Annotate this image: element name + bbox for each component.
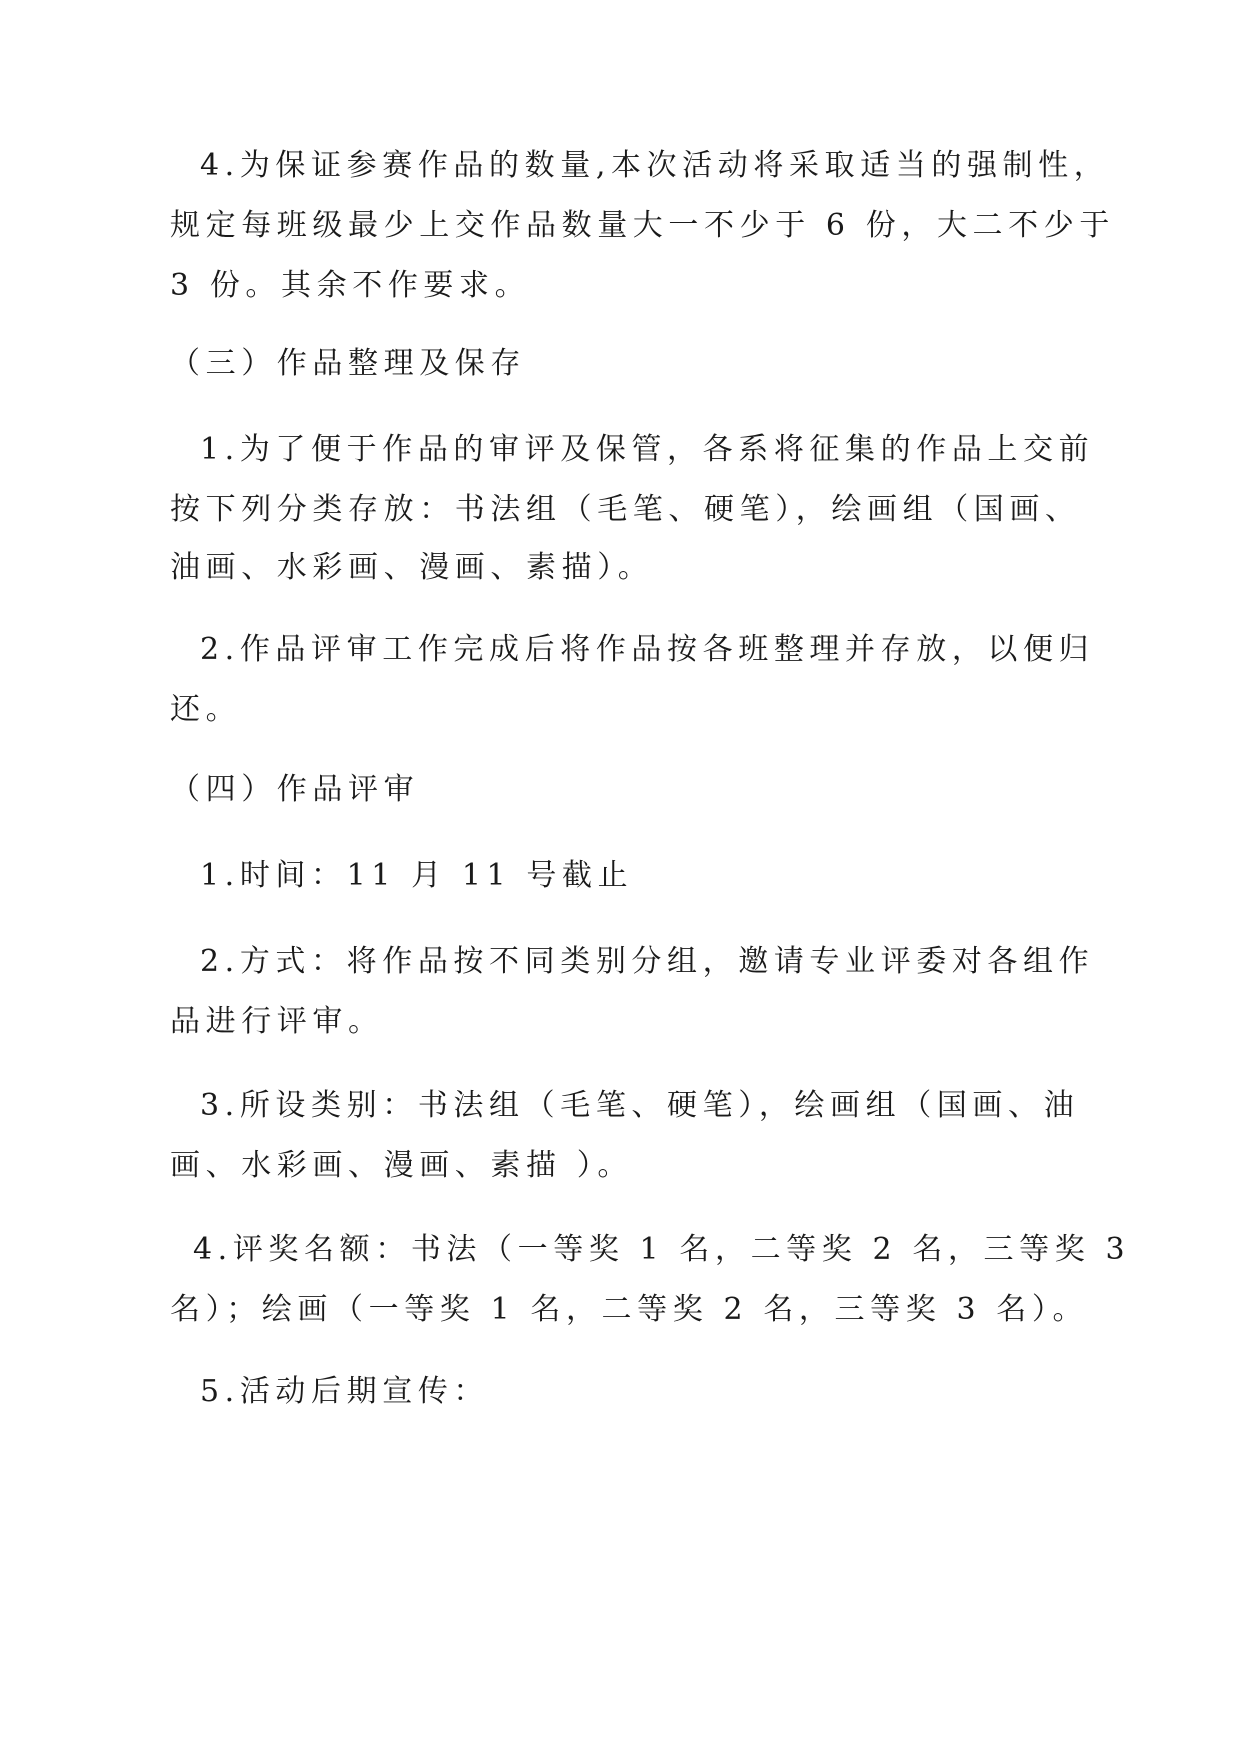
section-3-heading: （三）作品整理及保存 [170, 346, 526, 381]
section-4-item-1: 1.时间：11 月 11 号截止 [200, 858, 634, 893]
section-4-item-3-line-2: 画、水彩画、漫画、素描 ）。 [170, 1148, 633, 1183]
section-4-item-2-line-2: 品进行评审。 [170, 1004, 384, 1039]
section-4-item-5: 5.活动后期宣传： [200, 1374, 490, 1409]
section-4-item-4-line-1: 4.评奖名额：书法（一等奖 1 名，二等奖 2 名，三等奖 3 [193, 1232, 1131, 1267]
section-3-item-2-line-1: 2.作品评审工作完成后将作品按各班整理并存放，以便归 [200, 632, 1095, 667]
section-4-item-3-line-1: 3.所设类别：书法组（毛笔、硬笔），绘画组（国画、油 [200, 1088, 1080, 1123]
paragraph-4-line-3: 3 份。其余不作要求。 [170, 268, 531, 303]
section-3-item-1-line-2: 按下列分类存放：书法组（毛笔、硬笔），绘画组（国画、 [170, 492, 1081, 527]
section-4-item-4-line-2: 名）；绘画（一等奖 1 名，二等奖 2 名，三等奖 3 名）。 [170, 1292, 1089, 1327]
section-3-item-2-line-2: 还。 [170, 692, 242, 727]
section-4-heading: （四）作品评审 [170, 772, 420, 807]
paragraph-4-line-1: 4.为保证参赛作品的数量,本次活动将采取适当的强制性， [200, 148, 1110, 183]
section-4-item-2-line-1: 2.方式：将作品按不同类别分组，邀请专业评委对各组作 [200, 944, 1095, 979]
paragraph-4-line-2: 规定每班级最少上交作品数量大一不少于 6 份，大二不少于 [170, 208, 1115, 243]
section-3-item-1-line-3: 油画、水彩画、漫画、素描）。 [170, 550, 654, 585]
section-3-item-1-line-1: 1.为了便于作品的审评及保管，各系将征集的作品上交前 [200, 432, 1095, 467]
